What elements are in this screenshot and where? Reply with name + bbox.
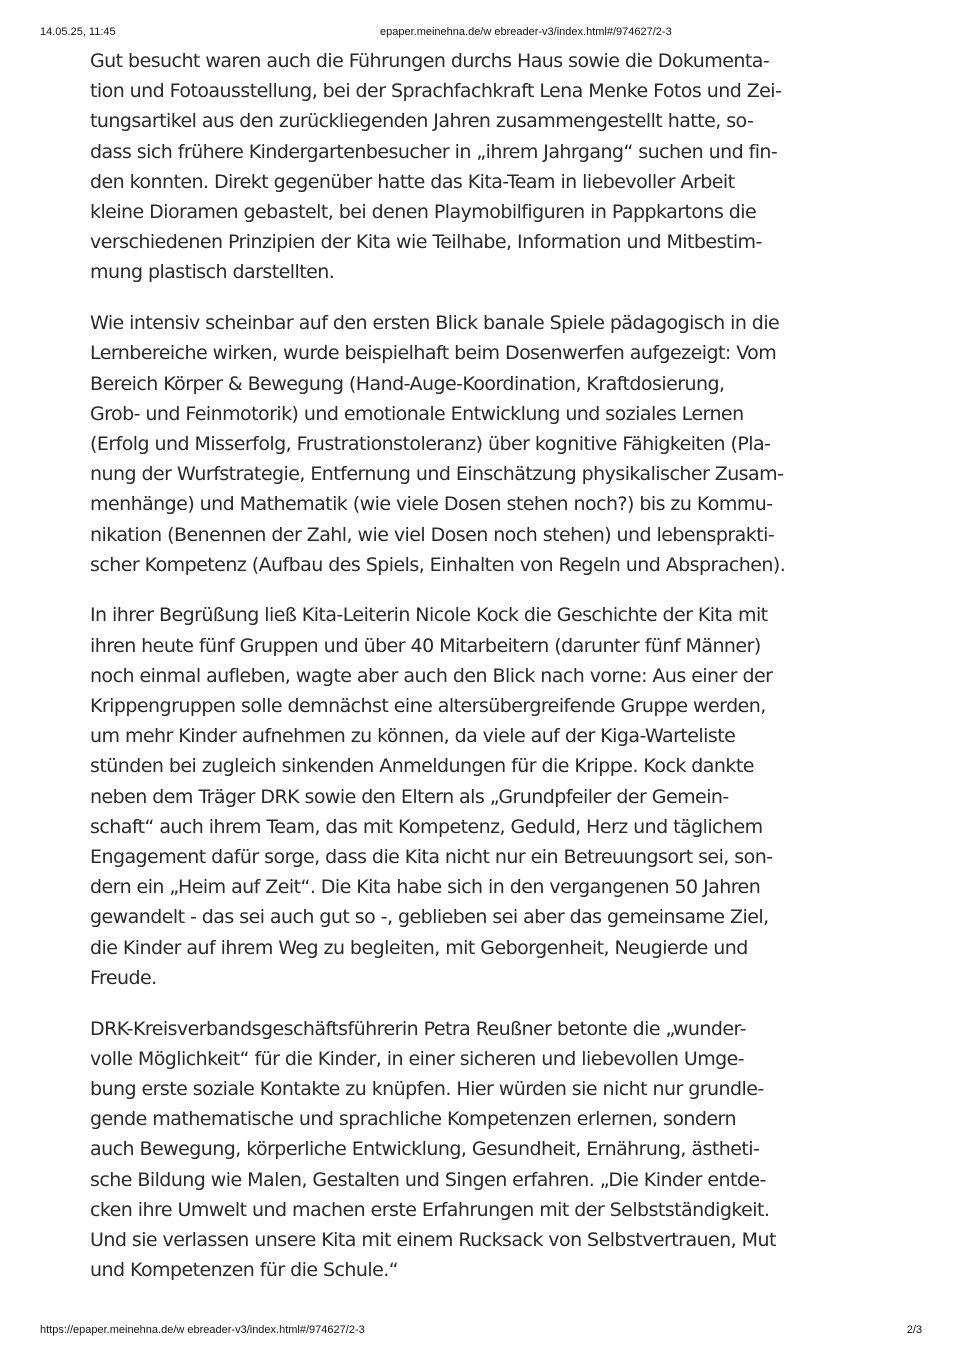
text-line: scher Kompetenz (Aufbau des Spiels, Einhalten von Regeln und Absprachen). <box>90 553 786 576</box>
text-line: kleine Dioramen gebastelt, bei denen Playmobilfiguren in Pappkartons die <box>90 201 757 224</box>
text-line: noch einmal aufleben, wagte aber auch den Blick nach vorne: Aus einer der <box>90 664 773 687</box>
text-line: verschiedenen Prinzipien der Kita wie Teilhabe, Information und Mitbestim- <box>90 231 762 254</box>
article-paragraph <box>90 600 890 993</box>
text-line: um mehr Kinder aufnehmen zu können, da viele auf der Kiga-Warteliste <box>90 725 736 748</box>
text-line: Krippengruppen solle demnächst eine altersübergreifende Gruppe werden, <box>90 695 766 718</box>
text-line: Lernbereiche wirken, wurde beispielhaft beim Dosenwerfen aufgezeigt: Vom <box>90 342 777 365</box>
page-number: 2/3 <box>906 1324 922 1336</box>
text-line: menhänge) und Mathematik (wie viele Dosen stehen noch?) bis zu Kommu- <box>90 493 773 516</box>
text-line: Wie intensiv scheinbar auf den ersten Blick banale Spiele pädagogisch in die <box>90 312 780 335</box>
text-line: Gut besucht waren auch die Führungen durchs Haus sowie die Dokumenta- <box>90 50 770 72</box>
text-line: bung erste soziale Kontakte zu knüpfen. Hier würden sie nicht nur grundle- <box>90 1078 764 1100</box>
text-line: die Kinder auf ihrem Weg zu begleiten, mit Geborgenheit, Neugierde und <box>90 936 748 959</box>
print-header <box>0 26 960 40</box>
text-line: Freude. <box>90 966 157 989</box>
article-paragraph <box>90 308 890 580</box>
text-line: Und sie verlassen unsere Kita mit einem Rucksack von Selbstvertrauen, Mut <box>90 1229 776 1252</box>
text-line: stünden bei zugleich sinkenden Anmeldungen für die Krippe. Kock dankte <box>90 755 754 778</box>
text-line: und Kompetenzen für die Schule.“ <box>90 1259 398 1282</box>
article-paragraph <box>90 46 890 288</box>
text-line: gende mathematische und sprachliche Kompetenzen erlernen, sondern <box>90 1108 736 1131</box>
text-line: dass sich frühere Kindergartenbesucher in „ihrem Jahrgang“ suchen und fin- <box>90 140 778 163</box>
text-line: cken ihre Umwelt und machen erste Erfahrungen mit der Selbstständigkeit. <box>90 1198 770 1221</box>
article-paragraph <box>90 1014 890 1286</box>
text-line: Bereich Körper & Bewegung (Hand-Auge-Koordination, Kraftdosierung, <box>90 372 725 395</box>
text-line: tion und Fotoausstellung, bei der Sprachfachkraft Lena Menke Fotos und Zei- <box>90 80 782 103</box>
text-line: DRK-Kreisverbandsgeschäftsführerin Petra Reußner betonte die „wunder- <box>90 1017 746 1040</box>
text-line: tungsartikel aus den zurückliegenden Jahren zusammengestellt hatte, so- <box>90 110 754 133</box>
text-line: Engagement dafür sorge, dass die Kita nicht nur ein Betreuungsort sei, son- <box>90 846 773 869</box>
text-line: nung der Wurfstrategie, Entfernung und Einschätzung physikalischer Zusam- <box>90 463 784 486</box>
print-footer <box>0 1324 960 1338</box>
text-line: den konnten. Direkt gegenüber hatte das Kita-Team in liebevoller Arbeit <box>90 170 735 193</box>
text-line: sche Bildung wie Malen, Gestalten und Singen erfahren. „Die Kinder entde- <box>90 1168 766 1191</box>
print-header-url: epaper.meinehna.de/w ebreader-v3/index.html#/974627/2-3 <box>380 26 672 38</box>
text-line: volle Möglichkeit“ für die Kinder, in einer sicheren und liebevollen Umge- <box>90 1047 745 1070</box>
text-line: dern ein „Heim auf Zeit“. Die Kita habe sich in den vergangenen 50 Jahren <box>90 876 761 899</box>
text-line: (Erfolg und Misserfolg, Frustrationstoleranz) über kognitive Fähigkeiten (Pla- <box>90 432 771 455</box>
text-line: auch Bewegung, körperliche Entwicklung, Gesundheit, Ernährung, ästheti- <box>90 1138 760 1161</box>
text-line: nikation (Benennen der Zahl, wie viel Dosen noch stehen) und lebensprakti- <box>90 523 775 546</box>
text-line: neben dem Träger DRK sowie den Eltern als „Grundpfeiler der Gemein- <box>90 785 729 808</box>
article-body <box>90 46 890 1306</box>
print-footer-url: https://epaper.meinehna.de/w ebreader-v3/index.html#/974627/2-3 <box>40 1324 365 1336</box>
text-line: ihren heute fünf Gruppen und über 40 Mitarbeitern (darunter fünf Männer) <box>90 634 761 657</box>
text-line: gewandelt - das sei auch gut so -, geblieben sei aber das gemeinsame Ziel, <box>90 906 769 929</box>
print-date: 14.05.25, 11:45 <box>40 26 116 38</box>
text-line: schaft“ auch ihrem Team, das mit Kompetenz, Geduld, Herz und täglichem <box>90 815 763 838</box>
text-line: Grob- und Feinmotorik) und emotionale Entwicklung und soziales Lernen <box>90 402 744 425</box>
text-line: In ihrer Begrüßung ließ Kita-Leiterin Nicole Kock die Geschichte der Kita mit <box>90 604 768 627</box>
text-line: mung plastisch darstellten. <box>90 261 335 284</box>
